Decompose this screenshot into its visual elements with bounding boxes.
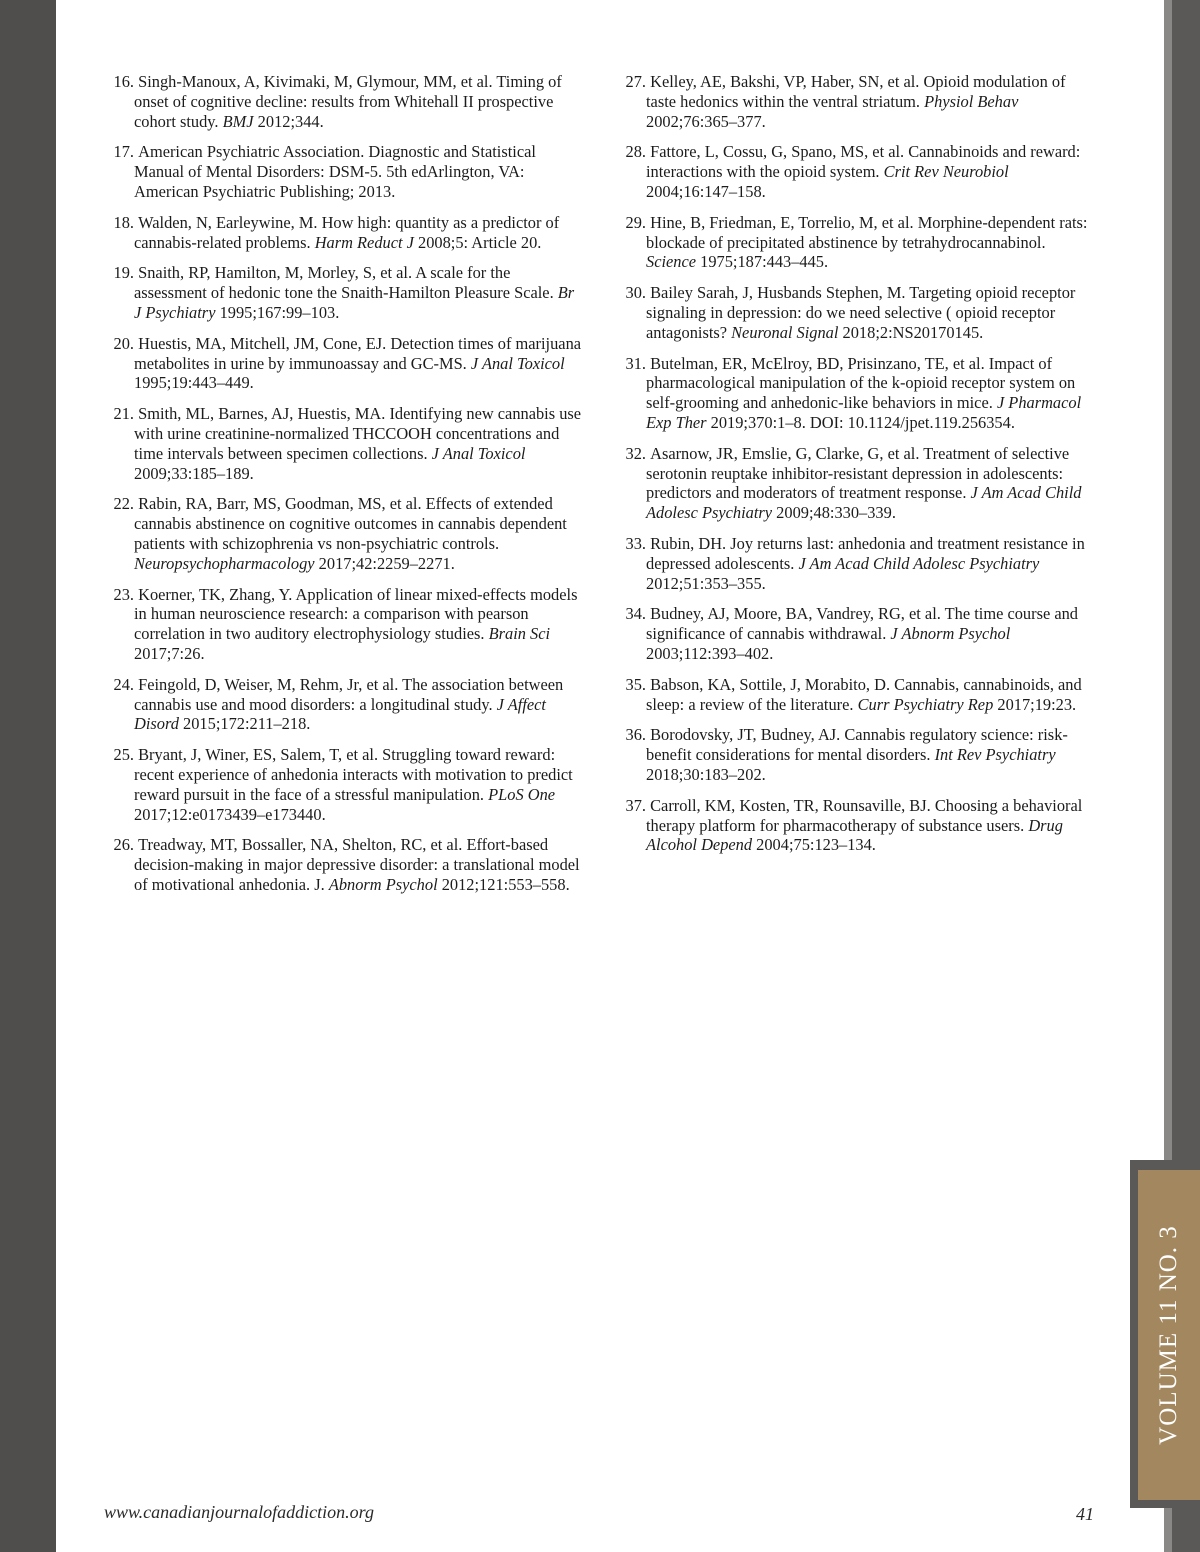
journal-title: J Am Acad Child Adolesc Psychiatry: [798, 553, 1040, 573]
reference-number: 29.: [625, 212, 646, 232]
reference-item: [104, 72, 584, 131]
journal-title: J Affect Disord: [134, 694, 546, 734]
journal-title: Neuronal Signal: [731, 322, 839, 342]
reference-item: [616, 283, 1096, 342]
reference-body: Fattore, L, Cossu, G, Spano, MS, et al. Cannabinoids and reward: interactions with the opioid system. Crit Rev Neurobiol 2004;16:147–158.: [646, 142, 1081, 201]
journal-title: Abnorm Psychol: [328, 874, 438, 894]
reference-body: Kelley, AE, Bakshi, VP, Haber, SN, et al. Opioid modulation of taste hedonics within the ventral striatum. Physiol Behav 2002;76:365–377.: [646, 72, 1066, 131]
journal-title: Science: [646, 252, 697, 272]
reference-number: 18.: [113, 212, 134, 232]
reference-number: 23.: [113, 584, 134, 604]
reference-number: 16.: [113, 72, 134, 91]
reference-item: [104, 835, 584, 894]
reference-number: 30.: [625, 283, 646, 303]
reference-item: [616, 354, 1096, 433]
journal-title: Neuropsychopharmacology: [134, 553, 315, 573]
reference-number: 20.: [113, 333, 134, 353]
reference-body: Rabin, RA, Barr, MS, Goodman, MS, et al. Effects of extended cannabis abstinence on cognitive outcomes in cannabis dependent patients with schizophrenia vs non-psychiatric controls. Neuropsychopharmacology 2017;42:2259–2271.: [134, 494, 567, 573]
reference-item: [104, 263, 584, 322]
reference-body: Asarnow, JR, Emslie, G, Clarke, G, et al. Treatment of selective serotonin reuptake inhibitor-resistant depression in adolescents: predictors and moderators of treatment response. J Am Acad Child Adolesc Psychiatry 2009;48:330–339.: [646, 443, 1082, 523]
reference-body: Walden, N, Earleywine, M. How high: quantity as a predictor of cannabis-related problems. Harm Reduct J 2008;5: Article 20.: [134, 212, 560, 252]
reference-body: Treadway, MT, Bossaller, NA, Shelton, RC, et al. Effort-based decision-making in major depressive disorder: a translational model of motivational anhedonia. J. Abnorm Psychol 2012;121:553–558.: [134, 835, 580, 894]
reference-item: [616, 142, 1096, 201]
reference-number: 19.: [113, 263, 134, 283]
reference-body: Carroll, KM, Kosten, TR, Rounsaville, BJ. Choosing a behavioral therapy platform for pharmacotherapy of substance users. Drug Alcohol Depend 2004;75:123–134.: [646, 795, 1083, 855]
reference-body: Snaith, RP, Hamilton, M, Morley, S, et al. A scale for the assessment of hedonic tone the Snaith-Hamilton Pleasure Scale. Br J Psychiatry 1995;167:99–103.: [134, 263, 575, 322]
reference-number: 28.: [625, 142, 646, 162]
journal-title: J Anal Toxicol: [470, 353, 565, 373]
reference-item: [616, 534, 1096, 593]
footer-url: www.canadianjournalofaddiction.org: [104, 1502, 375, 1522]
reference-number: 27.: [625, 72, 646, 91]
reference-item: [616, 796, 1096, 855]
journal-title: J Am Acad Child Adolesc Psychiatry: [646, 483, 1082, 523]
page-number: 41: [1076, 1504, 1094, 1524]
journal-title: Drug Alcohol Depend: [646, 815, 1063, 855]
reference-item: [104, 404, 584, 483]
reference-number: 37.: [625, 795, 646, 815]
journal-title: Br J Psychiatry: [134, 283, 575, 322]
reference-body: Smith, ML, Barnes, AJ, Huestis, MA. Identifying new cannabis use with urine creatinine-normalized THCCOOH concentrations and time intervals between specimen collections. J Anal Toxicol 2009;33:185–189.: [134, 404, 582, 483]
reference-body: Butelman, ER, McElroy, BD, Prisinzano, TE, et al. Impact of pharmacological manipulation of the k-opioid receptor system on self-grooming and anhedonic-like behaviors in mice. J Pharmacol Exp Ther 2019;370:1–8. DOI: 10.1124/jpet.119.256354.: [646, 353, 1082, 432]
reference-item: [104, 213, 584, 253]
reference-number: 24.: [113, 674, 134, 694]
volume-tab-label-wrap: [1138, 1170, 1200, 1500]
reference-body: Koerner, TK, Zhang, Y. Application of linear mixed-effects models in human neuroscience research: a comparison with pearson correlation in two auditory electrophysiology studies. Brain Sci 2017;7:26.: [134, 584, 578, 663]
reference-number: 33.: [625, 533, 646, 553]
reference-body: Singh-Manoux, A, Kivimaki, M, Glymour, MM, et al. Timing of onset of cognitive decline: results from Whitehall II prospective cohort study. BMJ 2012;344.: [134, 72, 562, 131]
reference-body: Huestis, MA, Mitchell, JM, Cone, EJ. Detection times of marijuana metabolites in urine by immunoassay and GC-MS. J Anal Toxicol 1995;19:443–449.: [134, 333, 582, 393]
reference-body: American Psychiatric Association. Diagnostic and Statistical Manual of Mental Disorders: DSM-5. 5th edArlington, VA: American Psychiatric Publishing; 2013.: [134, 142, 536, 201]
reference-item: [104, 745, 584, 824]
reference-item: [104, 142, 584, 201]
reference-body: Feingold, D, Weiser, M, Rehm, Jr, et al. The association between cannabis use and mood disorders: a longitudinal study. J Affect Disord 2015;172:211–218.: [134, 674, 564, 734]
reference-body: Rubin, DH. Joy returns last: anhedonia and treatment resistance in depressed adolescents. J Am Acad Child Adolesc Psychiatry 2012;51:353–355.: [646, 533, 1085, 593]
reference-body: Bailey Sarah, J, Husbands Stephen, M. Targeting opioid receptor signaling in depression: do we need selective ( opioid receptor antagonists? Neuronal Signal 2018;2:NS20170145.: [646, 283, 1076, 342]
reference-number: 32.: [625, 443, 646, 463]
reference-item: [616, 675, 1096, 715]
reference-item: [104, 675, 584, 734]
reference-item: [104, 585, 584, 664]
reference-body: Budney, AJ, Moore, BA, Vandrey, RG, et al. The time course and significance of cannabis withdrawal. J Abnorm Psychol 2003;112:393–402.: [646, 604, 1079, 663]
journal-title: PLoS One: [488, 784, 556, 804]
reference-number: 22.: [113, 494, 134, 514]
journal-title: Curr Psychiatry Rep: [857, 694, 994, 714]
journal-title: Brain Sci: [488, 624, 551, 644]
journal-title: Physiol Behav: [924, 91, 1019, 111]
reference-item: [616, 444, 1096, 523]
reference-item: [104, 334, 584, 393]
reference-number: 35.: [625, 674, 646, 694]
journal-title: J Pharmacol Exp Ther: [646, 393, 1082, 432]
volume-label: VOLUME 11 NO. 3: [1155, 1225, 1182, 1445]
reference-body: Babson, KA, Sottile, J, Morabito, D. Cannabis, cannabinoids, and sleep: a review of the literature. Curr Psychiatry Rep 2017;19:23.: [646, 674, 1082, 714]
reference-item: [616, 604, 1096, 663]
journal-title: Harm Reduct J: [314, 232, 414, 252]
journal-title: J Anal Toxicol: [431, 443, 526, 463]
reference-item: [104, 494, 584, 573]
journal-title: J Abnorm Psychol: [890, 624, 1011, 644]
reference-body: Borodovsky, JT, Budney, AJ. Cannabis regulatory science: risk-benefit considerations for mental disorders. Int Rev Psychiatry 2018;30:183–202.: [646, 725, 1068, 784]
reference-item: [616, 725, 1096, 784]
reference-body: Bryant, J, Winer, ES, Salem, T, et al. Struggling toward reward: recent experience of anhedonia interacts with motivation to predict reward pursuit in the face of a stressful manipulation. PLoS One 2017;12:e0173439–e173440.: [134, 745, 573, 824]
reference-number: 26.: [113, 835, 134, 855]
journal-title: Crit Rev Neurobiol: [883, 162, 1009, 182]
journal-title: Int Rev Psychiatry: [934, 745, 1056, 765]
reference-number: 31.: [625, 353, 646, 373]
reference-list-left: [104, 72, 584, 906]
reference-number: 36.: [625, 725, 646, 745]
reference-number: 17.: [113, 142, 134, 162]
reference-item: [616, 213, 1096, 272]
reference-body: Hine, B, Friedman, E, Torrelio, M, et al. Morphine-dependent rats: blockade of precipitated abstinence by tetrahydrocannabinol. Science 1975;187:443–445.: [646, 212, 1088, 272]
reference-number: 25.: [113, 745, 134, 765]
reference-number: 21.: [113, 404, 134, 424]
journal-title: BMJ: [222, 111, 254, 131]
reference-list-right: [616, 72, 1096, 866]
reference-item: [616, 72, 1096, 131]
reference-number: 34.: [625, 604, 646, 624]
